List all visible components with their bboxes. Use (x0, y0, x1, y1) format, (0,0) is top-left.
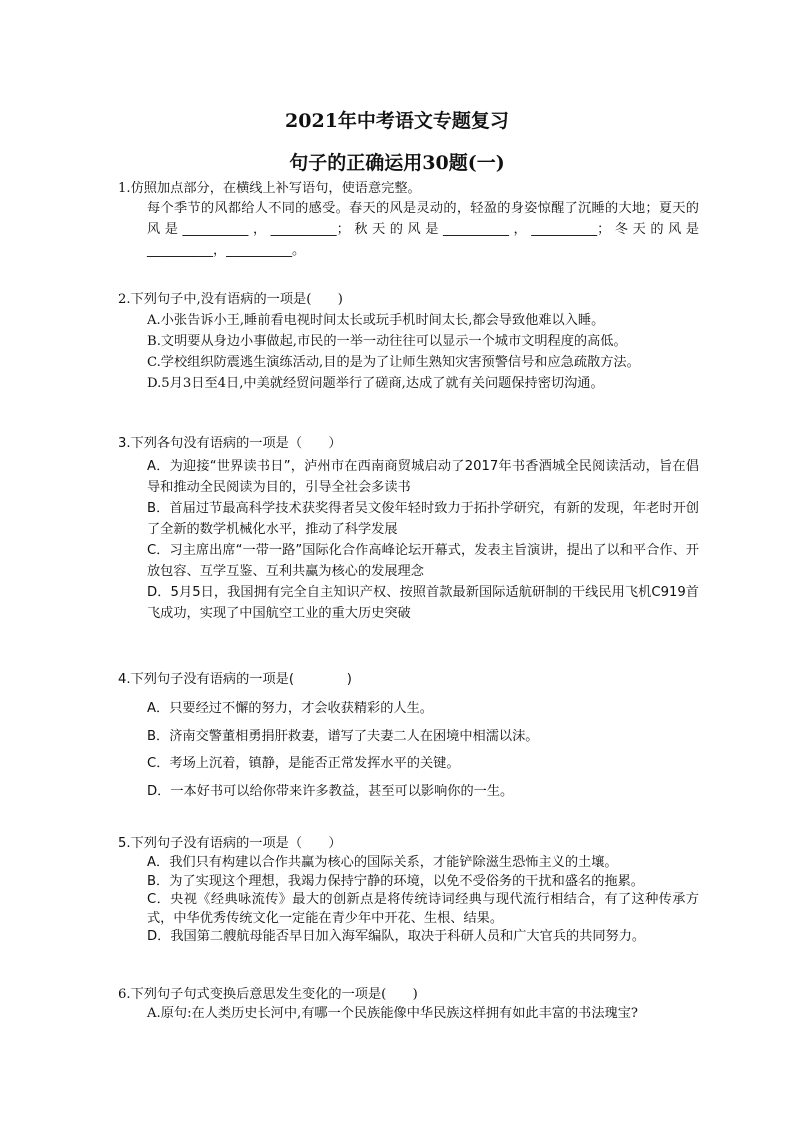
question-4-option-a: A．只要经过不懈的努力，才会收获精彩的人生。 (147, 701, 433, 716)
question-6-option-a: A.原句:在人类历史长河中,有哪一个民族能像中华民族这样拥有如此丰富的书法瑰宝? (147, 1006, 638, 1021)
question-2-option-a: A.小张告诉小王,睡前看电视时间太长或玩手机时间太长,都会导致他难以入睡。 (147, 313, 605, 328)
question-6-stem: 6.下列句子句式变换后意思发生变化的一项是( ) (118, 987, 418, 1002)
question-5-stem: 5.下列句子没有语病的一项是（ ） (118, 836, 342, 851)
question-5-option-d: D．我国第二艘航母能否早日加入海军编队，取决于科研人员和广大官兵的共同努力。 (147, 929, 646, 944)
question-3-option-a: A．为迎接“世界读书日”，泸州市在西南商贸城启动了2017年书香酒城全民阅读活动，旨在倡导和推动全民阅读为目的，引导全社会多读书 (147, 459, 699, 495)
question-1-body: 每个季节的风都给人不同的感受。春天的风是灵动的，轻盈的身姿惊醒了沉睡的大地；夏天的风是__________，__________；秋天的风是__________，__________；冬天的风是__________，__________。 (147, 201, 699, 258)
question-4-option-b: B．济南交警董相勇捐肝救妻，谱写了夫妻二人在困境中相濡以沫。 (147, 729, 539, 744)
question-1-stem: 1.仿照加点部分，在横线上补写语句，使语意完整。 (118, 181, 421, 196)
page-subtitle: 句子的正确运用30题(一) (289, 152, 505, 174)
question-3-option-d: D．5月5日，我国拥有完全自主知识产权、按照首款最新国际适航研制的干线民用飞机C919首飞成功，实现了中国航空工业的重大历史突破 (147, 585, 699, 621)
question-5-option-a: A．我们只有构建以合作共赢为核心的国际关系，才能铲除滋生恐怖主义的土壤。 (147, 855, 618, 870)
question-2-stem: 2.下列句子中,没有语病的一项是( ) (118, 292, 343, 307)
question-3-stem: 3.下列各句没有语病的一项是（ ） (118, 436, 342, 451)
question-4-option-d: D．一本好书可以给你带来许多教益，甚至可以影响你的一生。 (147, 784, 514, 799)
question-5-option-c: C．央视《经典咏流传》最大的创新点是将传统诗词经典与现代流行相结合，有了这种传承方式，中华优秀传统文化一定能在青少年中开花、生根、结果。 (147, 892, 699, 926)
question-3-option-c: C．习主席出席“一带一路”国际化合作高峰论坛开幕式，发表主旨演讲，提出了以和平合作、开放包容、互学互鉴、互利共赢为核心的发展理念 (147, 543, 699, 579)
question-2-option-c: C.学校组织防震逃生演练活动,目的是为了让师生熟知灾害预警信号和应急疏散方法。 (147, 355, 640, 370)
question-2-option-d: D.5月3日至4日,中美就经贸问题举行了磋商,达成了就有关问题保持密切沟通。 (147, 376, 604, 391)
question-4-stem: 4.下列句子没有语病的一项是( ) (118, 672, 352, 687)
page-title: 2021年中考语文专题复习 (285, 110, 509, 132)
question-4-option-c: C．考场上沉着，镇静，是能否正常发挥水平的关键。 (147, 756, 460, 771)
question-2-option-b: B.文明要从身边小事做起,市民的一举一动往往可以显示一个城市文明程度的高低。 (147, 334, 627, 349)
question-5-option-b: B．为了实现这个理想，我竭力保持宁静的环境，以免不受俗务的干扰和盛名的拖累。 (147, 874, 644, 889)
question-3-option-b: B．首届过节最高科学技术获奖得者吴文俊年轻时致力于拓扑学研究，有新的发现，年老时开创了全新的数学机械化水平，推动了科学发展 (147, 501, 699, 537)
